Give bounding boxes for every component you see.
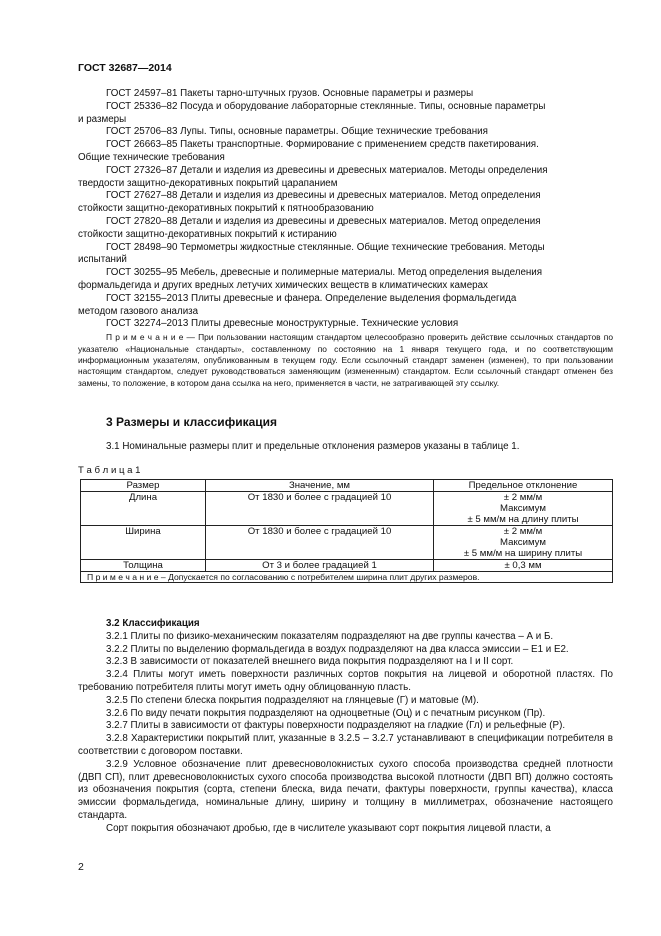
table-header-cell: Значение, мм [206,480,434,492]
reference-text: ГОСТ 24597–81 Пакеты тарно-штучных грузов. Основные параметры и размеры [106,88,474,99]
note-text: При пользовании настоящим стандартом целесообразно проверить действие ссылочных стандартов по указателю «Национальные стандарты», составленному по состоянию на 1 января текущего года, и по соответствующим информационным указателям, опубликованным в текущем году. Если ссылочный стандарт заменен (изменен), то при пользовании настоящим стандартом, следует руководствоваться заменяющим (измененным) стандартом. Если ссылочный стандарт отменен без замены, то положение, в котором дана ссылка на него, применяется в части, не затрагивающей эту ссылку. [78,332,613,388]
reference-item [78,293,613,319]
table-header-cell: Размер [81,480,206,492]
classification-section [78,618,613,836]
deviation-line: Максимум [500,537,546,548]
table-cell-size: Длина [81,492,206,526]
classification-paragraph: Сорт покрытия обозначают дробью, где в числителе указывают сорт покрытия лицевой пласти, а [106,822,551,834]
classification-title: 3.2 Классификация [106,618,200,629]
deviation-line: ± 0,3 мм [504,560,542,571]
classification-paragraph: 3.2.5 По степени блеска покрытия подразделяют на глянцевые (Г) и матовые (М). [106,694,479,706]
table-cell-size: Толщина [81,560,206,572]
page-number: 2 [78,861,84,873]
deviation-line: ± 2 мм/м [503,492,543,503]
classification-paragraph: 3.2.1 Плиты по физико-механическим показателям подразделяют на две группы качества – А и Б. [106,630,554,642]
table-header-cell: Предельное отклонение [434,480,613,492]
table-cell-value: От 3 и более градацией 1 [206,560,434,572]
table-row [81,560,613,572]
classification-paragraph: 3.2.8 Характеристики покрытий плит, указанные в 3.2.5 – 3.2.7 устанавливают в спецификации потребителя в соответствии с договором поставки. [78,733,613,757]
reference-item [78,216,613,242]
reference-continuation: и размеры [78,113,127,125]
document-header: ГОСТ 32687—2014 [78,62,172,74]
reference-continuation: Общие технические требования [78,151,225,163]
reference-continuation: испытаний [78,254,127,266]
table-cell-deviation [434,560,613,572]
reference-item [78,139,613,165]
reference-text: ГОСТ 32274–2013 Плиты древесные моноструктурные. Технические условия [106,318,459,330]
table-cell-deviation [434,492,613,526]
classification-paragraph: 3.2.7 Плиты в зависимости от фактуры поверхности подразделяют на гладкие (Гл) и рельефные (Р). [106,720,566,732]
reference-continuation: формальдегида и других вредных летучих химических веществ в климатических камерах [78,279,488,291]
reference-item [78,318,613,331]
reference-continuation: методом газового анализа [78,305,199,317]
reference-text: ГОСТ 28498–90 Термометры жидкостные стеклянные. Общие технические требования. Методы [106,241,545,253]
reference-continuation: стойкости защитно-декоративных покрытий к пятнообразованию [78,203,374,215]
reference-text: ГОСТ 25336–82 Посуда и оборудование лабораторные стеклянные. Типы, основные параметры [106,100,546,112]
reference-text: ГОСТ 27627–88 Детали и изделия из древесины и древесных материалов. Метод определения [106,190,541,202]
table-note: П р и м е ч а н и е – Допускается по согласованию с потребителем ширина плит других размеров. [81,572,613,583]
reference-text: ГОСТ 25706–83 Лупы. Типы, основные параметры. Общие технические требования [106,126,488,138]
section-title: 3 Размеры и классификация [106,415,277,429]
deviation-line: ± 5 мм/м на длину плиты [467,514,579,525]
classification-paragraph: 3.2.3 В зависимости от показателей внешнего вида покрытия подразделяют на I и II сорт. [106,656,514,668]
reference-continuation: стойкости защитно-декоративных покрытий к истиранию [78,228,337,240]
table-header-row [81,480,613,492]
table-cell-value: От 1830 и более с градацией 10 [206,492,434,526]
table-caption-wrap [78,465,613,478]
deviation-line: ± 5 мм/м на ширину плиты [463,548,583,559]
reference-continuation: твердости защитно-декоративных покрытий царапанием [78,177,338,189]
reference-text: ГОСТ 27820–88 Детали и изделия из древесины и древесных материалов. Метод определения [106,215,541,227]
reference-text: ГОСТ 26663–85 Пакеты транспортные. Формирование с применением средств пакетирования. [106,139,539,151]
table-row [81,526,613,560]
reference-text: ГОСТ 27326–87 Детали и изделия из древесины и древесных материалов. Методы определения [106,164,548,176]
reference-item [78,126,613,139]
table-caption: Т а б л и ц а 1 [78,465,141,476]
reference-text: ГОСТ 30255–95 Мебель, древесные и полимерные материалы. Метод определения выделения [106,267,543,279]
reference-item [78,88,613,101]
paragraph-3-1-wrap [78,441,613,454]
table-cell-size: Ширина [81,526,206,560]
reference-item [78,242,613,268]
classification-paragraph: 3.2.4 Плиты могут иметь поверхности различных сортов покрытия на лицевой и оборотной пластях. По требованию потребителя плиты могут иметь одну облицованную пласть. [78,669,613,693]
classification-paragraph: 3.2.9 Условное обозначение плит древесноволокнистых сухого способа производства средней плотности (ДВП СП), плит древесноволокнистых сухого способа производства высокой плотности (ДВП ВП) должно состоять из обозначения покрытия (сорта, степени блеска, вида печати, фактуры поверхности, группы качества), класса эмиссии формальдегида, номинальные длину, ширину и толщину в миллиметрах, обозначение настоящего стандарта. [78,758,613,821]
dimensions-table [80,479,613,583]
reference-item [78,101,613,127]
paragraph-3-1: 3.1 Номинальные размеры плит и предельные отклонения размеров указаны в таблице 1. [106,441,520,452]
classification-paragraph: 3.2.2 Плиты по выделению формальдегида в воздух подразделяют на два класса эмиссии – Е1 и Е2. [106,643,569,655]
table-cell-value: От 1830 и более с градацией 10 [206,526,434,560]
table-row [81,492,613,526]
reference-text: ГОСТ 32155–2013 Плиты древесные и фанера. Определение выделения формальдегида [106,292,517,304]
deviation-line: ± 2 мм/м [503,526,543,537]
reference-item [78,165,613,191]
note-label: П р и м е ч а н и е — [106,332,195,343]
classification-paragraph: 3.2.6 По виду печати покрытия подразделяют на одноцветные (Оц) и с печатным рисунком (Пр). [106,707,546,719]
references-note [78,332,613,389]
table-note-row [81,572,613,583]
table-cell-deviation [434,526,613,560]
reference-item [78,190,613,216]
references-list [78,88,613,389]
reference-item [78,267,613,293]
deviation-line: Максимум [500,503,546,514]
